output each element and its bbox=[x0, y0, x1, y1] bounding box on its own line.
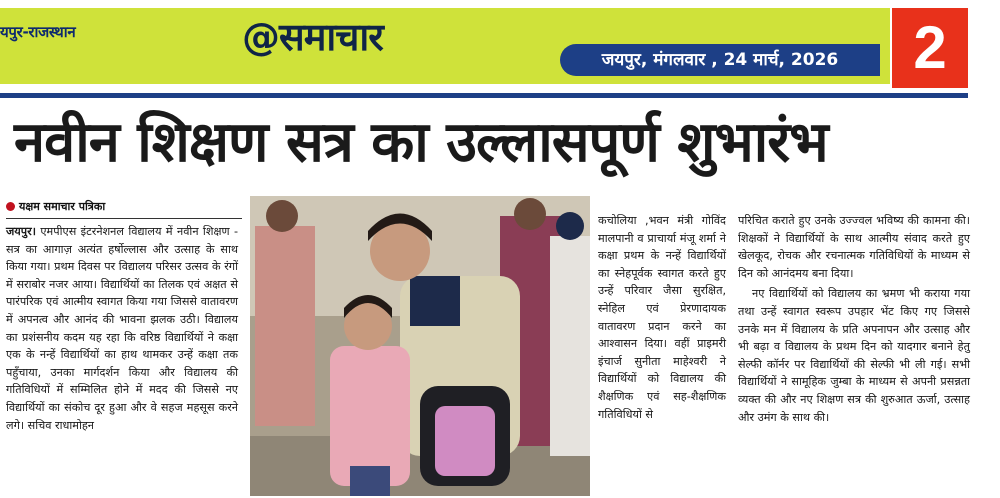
article-column-2 bbox=[598, 212, 726, 426]
headline: नवीन शिक्षण सत्र का उल्लासपूर्ण शुभारंभ bbox=[14, 110, 828, 175]
dateline: जयपुर। bbox=[6, 225, 36, 238]
column-3-paragraph-1: परिचित कराते हुए उनके उज्ज्वल भविष्य की कामना की।शिक्षकों ने विद्यार्थियों के साथ आत्मीय संवाद करते हुए खेलकूद, रोचक और रचनात्मक गतिविधियों के माध्यम से दिन को आनंदमय बना दिया। bbox=[738, 214, 970, 280]
masthead-rule bbox=[0, 93, 968, 98]
masthead-brand: @समाचार bbox=[242, 15, 383, 59]
masthead-date: जयपुर, मंगलवार , 24 मार्च, 2026 bbox=[560, 44, 880, 76]
bullet-icon bbox=[6, 202, 15, 211]
byline-text: यक्षम समाचार पत्रिका bbox=[19, 200, 106, 213]
column-1-text: एमपीएस इंटरनेशनल विद्यालय में नवीन शिक्षण - सत्र का आगाज़ अत्यंत हर्षोल्लास और उत्साह के साथ किया गया। प्रथम दिवस पर विद्यालय परिसर उत्सव के रंगों में सराबोर नजर आया। विद्यार्थियों का तिलक एवं अक्षत से पारंपरिक एवं आत्मीय स्वागत किया गया जिससे वातावरण में अपनत्व और आनंद की भावना झलक उठी। विद्यालय का प्रशंसनीय कदम यह रहा कि वरिष्ठ विद्यार्थियों ने कक्षा एक के नन्हें विद्यार्थियों का हाथ थामकर उन्हें कक्षा तक पहुँचाया, उनका मार्गदर्शन किया और विद्यालय की गतिविधियों में सम्मिलित होने में मदद की जिससे नए विद्यार्थियों का संकोच दूर हुआ और वे सहज महसूस करने लगे। सचिव राधामोहन bbox=[6, 225, 238, 432]
article-column-3 bbox=[738, 212, 970, 429]
masthead bbox=[0, 0, 1000, 94]
masthead-location: यपुर-राजस्थान bbox=[0, 23, 76, 41]
column-1-paragraph bbox=[6, 223, 238, 434]
students-photo-illustration bbox=[250, 196, 590, 496]
column-3-paragraph-2: नए विद्यार्थियों को विद्यालय का भ्रमण भी कराया गया तथा उन्हें स्वागत स्वरूप उपहार भेंट किए गए जिससे उनके मन में विद्यालय के प्रति अपनापन और उत्साह और भी बढ़ा व विद्यालय के प्रथम दिन को यादगार बनाने हेतु सेल्फी कॉर्नर पर विद्यार्थियों की सेल्फी भी ली गई। सभी विद्यार्थियों ने सामूहिक जुम्बा के माध्यम से अपनी प्रसन्नता व्यक्त की और नए शिक्षण सत्र की शुरुआत ऊर्जा, उत्साह और उमंग के साथ की। bbox=[738, 287, 970, 424]
column-2-text: कचोलिया ,भवन मंत्री गोविंद मालपानी व प्राचार्या मंजू शर्मा ने कक्षा प्रथम के नन्हें विद्यार्थियों का स्नेहपूर्वक स्वागत करते हुए उन्हें परिवार जैसा सुरक्षित, स्नेहिल एवं प्रेरणादायक वातावरण प्रदान करने का आश्वासन दिया। वहीं प्राइमरी इंचार्ज सुनीता माहेश्वरी ने विद्यार्थियों को विद्यालय की शैक्षणिक एवं सह-शैक्षणिक गतिविधियों से bbox=[598, 214, 726, 421]
byline bbox=[6, 199, 242, 219]
article-photo bbox=[250, 196, 590, 496]
article-column-1 bbox=[6, 223, 238, 437]
page-number: 2 bbox=[892, 8, 968, 88]
